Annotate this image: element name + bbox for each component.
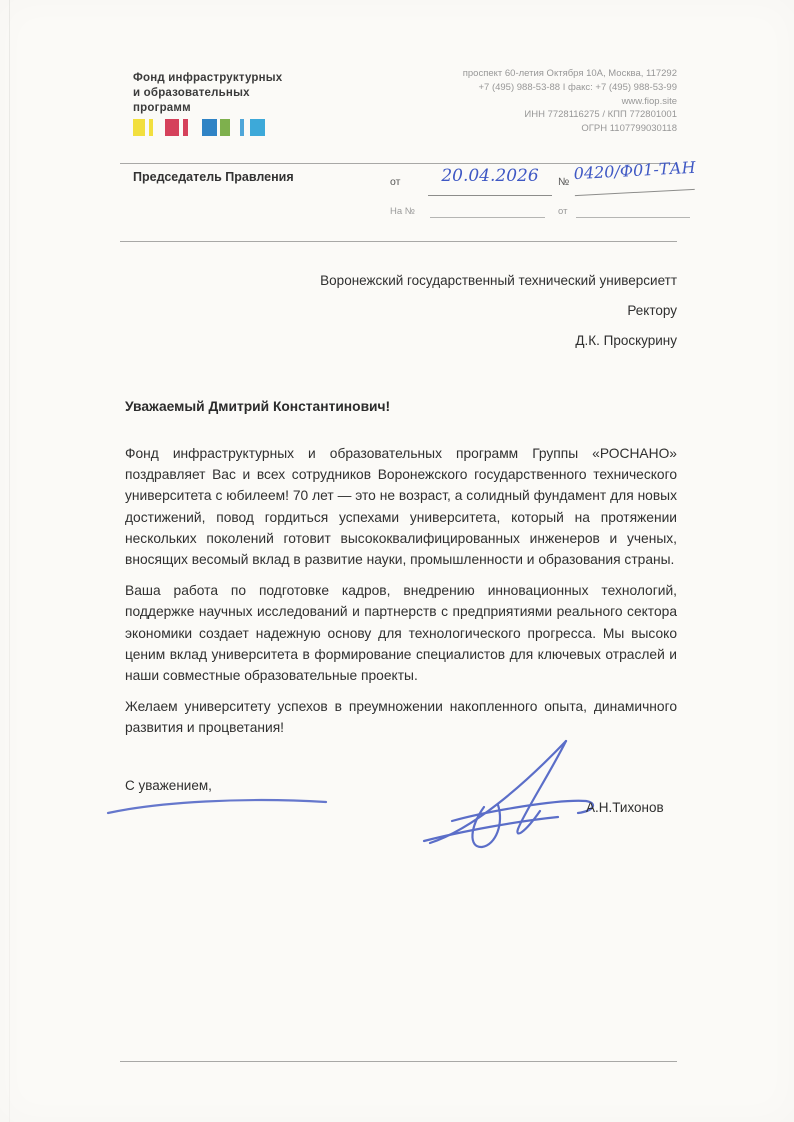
org-logo-text xyxy=(133,71,282,116)
position-title: Председатель Правления xyxy=(133,170,294,184)
handwritten-signature xyxy=(418,731,633,856)
number-label: № xyxy=(558,176,570,188)
handwritten-date: 20.04.2026 xyxy=(428,166,552,196)
org-ogrn: ОГРН 1107799030118 xyxy=(581,123,677,135)
salutation: Уважаемый Дмитрий Константинович! xyxy=(125,399,391,414)
logo-bar-lightblue-thin xyxy=(240,119,244,136)
reply-number-blank xyxy=(430,204,545,218)
logo-bar-green xyxy=(220,119,230,136)
closing-phrase: С уважением, xyxy=(125,778,212,793)
logo-color-bars xyxy=(133,119,265,136)
logo-line-2: и образовательных xyxy=(133,87,250,99)
header-divider-bottom xyxy=(120,241,677,242)
logo-bar-red-wide xyxy=(165,119,179,136)
addressee-name: Д.К. Проскурину xyxy=(575,333,677,348)
org-phone-fax: +7 (495) 988-53-88 I факс: +7 (495) 988-53-99 xyxy=(478,81,677,93)
logo-bar-blue-wide xyxy=(202,119,217,136)
logo-bar-yellow-wide xyxy=(133,119,145,136)
pen-stroke-under-closing xyxy=(104,792,332,820)
reply-date-blank xyxy=(576,204,690,218)
logo-line-1: Фонд инфраструктурных xyxy=(133,72,283,84)
org-contact-block xyxy=(463,67,677,136)
logo-bar-red-thin xyxy=(183,119,188,136)
org-website: www.fiop.site xyxy=(621,95,677,107)
signer-name: А.Н.Тихонов xyxy=(586,800,664,815)
date-label: от xyxy=(390,176,401,188)
paragraph-3: Желаем университету успехов в преумножении накопленного опыта, динамичного развития и процветания! xyxy=(125,699,677,736)
reply-date-label: от xyxy=(558,206,568,217)
paragraph-2: Ваша работа по подготовке кадров, внедрению инновационных технологий, поддержке научных исследований и партнерств с предприятиями реального сектора экономики создает надежную основу для технологического прогресса. Мы высоко ценим вклад университета в формирование специалистов для ключевых отраслей и наши совместные образовательные проекты. xyxy=(125,583,677,684)
handwritten-number: 0420/Ф01-ТАН xyxy=(573,158,695,196)
addressee-organization: Воронежский государственный технический универсиетт xyxy=(320,273,677,288)
addressee-block xyxy=(320,266,677,356)
footer-divider xyxy=(120,1061,677,1062)
logo-bar-cyan-wide xyxy=(250,119,265,136)
addressee-position: Ректору xyxy=(627,303,677,318)
logo-bar-yellow-thin xyxy=(149,119,153,136)
org-inn-kpp: ИНН 7728116275 / КПП 772801001 xyxy=(524,109,677,121)
org-address: проспект 60-летия Октября 10А, Москва, 117292 xyxy=(462,68,677,79)
letter-body xyxy=(125,443,677,749)
paragraph-1: Фонд инфраструктурных и образовательных программ Группы «РОСНАНО» поздравляет Вас и всех сотрудников Воронежского государственного технического университета с юбилеем! 70 лет — это не возраст, а солидный фундамент для новых достижений, повод гордиться успехами университета, который на протяжении нескольких поколений готовит высококвалифицированных инженеров и ученых, вносящих весомый вклад в развитие науки, промышленности и образования страны. xyxy=(125,446,677,568)
reply-number-label: На № xyxy=(390,206,415,217)
logo-line-3: программ xyxy=(133,102,191,114)
scan-edge-artifact xyxy=(9,0,10,1122)
